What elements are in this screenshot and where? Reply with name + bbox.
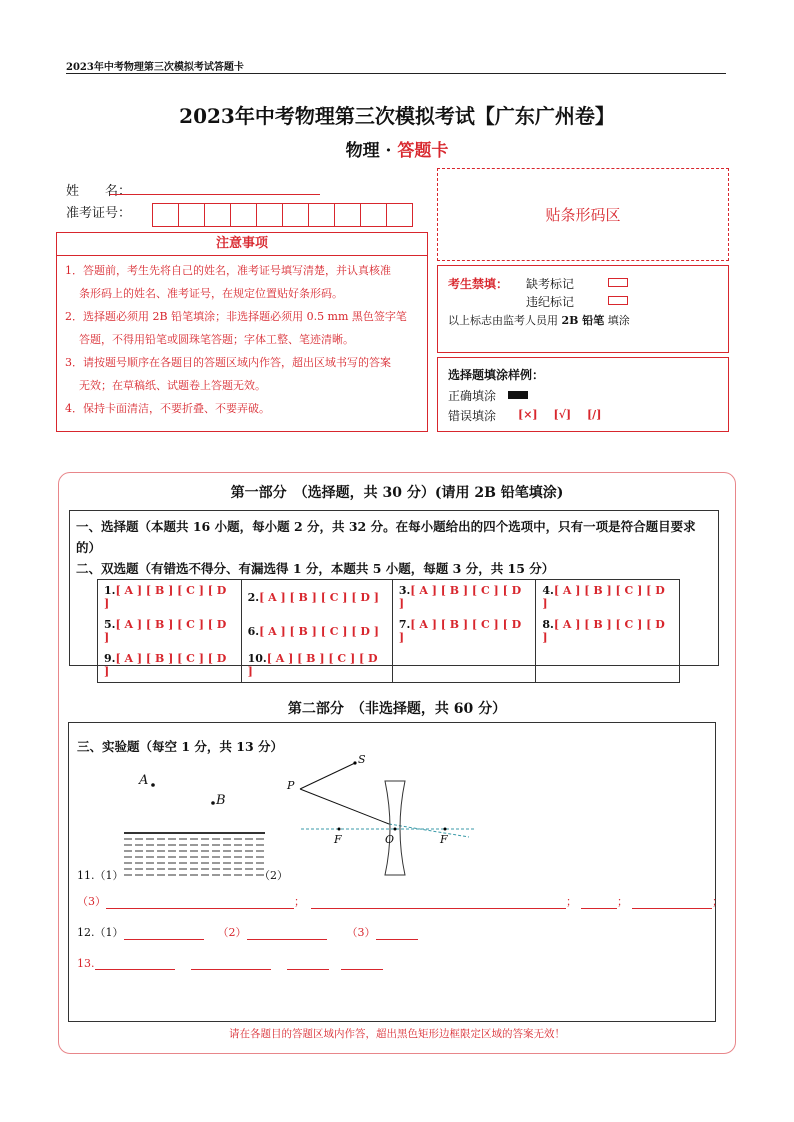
section2-instructions: 二、双选题（有错选不得分、有漏选得 1 分，本题共 5 小题，每题 3 分，共 15 分） bbox=[76, 561, 555, 576]
id-cells[interactable] bbox=[152, 203, 412, 227]
question-number: 9. bbox=[104, 652, 116, 665]
answer-options[interactable]: [ A ] [ B ] [ C ] [ D ] bbox=[542, 618, 665, 644]
choice-grid bbox=[97, 579, 680, 683]
id-label: 准考证号： bbox=[66, 206, 132, 221]
filled-mark-icon bbox=[508, 391, 528, 399]
part1-title: 第一部分 （选择题，共 30 分）(请用 2B 铅笔填涂) bbox=[230, 485, 564, 501]
choice-row bbox=[98, 580, 680, 615]
sample-title: 选择题填涂样例： bbox=[448, 368, 545, 382]
subject: 物理 bbox=[345, 141, 380, 161]
point-a-label: A bbox=[139, 773, 149, 788]
question-number: 5. bbox=[104, 618, 116, 631]
notice-item: 条形码上的姓名、准考证号，在规定位置贴好条形码。 bbox=[79, 287, 343, 300]
card-label: 答题卡 bbox=[397, 141, 449, 161]
focus-right-label: F bbox=[440, 833, 448, 846]
absent-label: 缺考标记 bbox=[526, 277, 575, 291]
question-number: 4. bbox=[542, 584, 554, 597]
choice-cell bbox=[98, 580, 242, 615]
part1-box bbox=[69, 510, 719, 678]
violation-mark[interactable] bbox=[608, 296, 628, 305]
question-number: 6. bbox=[247, 624, 260, 638]
footer-warning: 请在各题目的答题区域内作答，超出黑色矩形边框限定区域的答案无效！ bbox=[229, 1028, 565, 1040]
answer-blank[interactable] bbox=[287, 957, 329, 970]
sample-box bbox=[437, 357, 729, 432]
q11-label: 11.（1） bbox=[77, 869, 124, 882]
choice-cell bbox=[392, 614, 536, 648]
answer-blank[interactable] bbox=[632, 896, 712, 909]
barcode-label: 贴条形码区 bbox=[545, 206, 621, 224]
choice-cell bbox=[241, 648, 392, 683]
choice-cell bbox=[536, 614, 680, 648]
answer-blank[interactable] bbox=[581, 896, 617, 909]
part2-box bbox=[68, 722, 723, 1022]
lens-figure bbox=[300, 761, 474, 875]
notice-title: 注意事项 bbox=[57, 233, 427, 256]
choice-row bbox=[98, 648, 680, 683]
point-b-label: B bbox=[216, 793, 226, 808]
choice-cell bbox=[241, 580, 392, 615]
question-number: 7. bbox=[398, 618, 411, 631]
choice-cell bbox=[98, 614, 242, 648]
forbid-box bbox=[437, 265, 729, 353]
choice-cell bbox=[392, 580, 536, 615]
notice-item: 3．请按题号顺序在各题目的答题区域内作答，超出区域书写的答案 bbox=[65, 356, 391, 369]
answer-blank[interactable] bbox=[311, 896, 566, 909]
barcode-area bbox=[437, 168, 729, 261]
choice-cell bbox=[241, 614, 392, 648]
correct-label: 正确填涂 bbox=[448, 389, 497, 403]
separator: · bbox=[385, 141, 392, 161]
answer-options[interactable]: [ A ] [ B ] [ C ] [ D ] bbox=[259, 590, 379, 604]
forbid-label: 考生禁填： bbox=[448, 277, 509, 291]
answer-blank[interactable] bbox=[191, 957, 271, 970]
section1-instructions: 一、选择题（本题共 16 小题，每小题 2 分，共 32 分。在每小题给出的四个选项中，只有一项是符合题目要求的） bbox=[76, 519, 696, 555]
answer-options[interactable]: [ A ] [ B ] [ C ] [ D ] bbox=[247, 652, 378, 678]
question-number: 10. bbox=[247, 652, 267, 665]
part2-title: 第二部分 （非选择题，共 60 分） bbox=[287, 701, 507, 717]
absent-mark[interactable] bbox=[608, 278, 628, 287]
answer-blank[interactable] bbox=[341, 957, 383, 970]
point-p-label: P bbox=[287, 779, 295, 792]
focus-left-label: F bbox=[334, 833, 342, 846]
page-subtitle bbox=[0, 136, 794, 161]
answer-options[interactable]: [ A ] [ B ] [ C ] [ D ] bbox=[104, 584, 227, 610]
answer-options[interactable]: [ A ] [ B ] [ C ] [ D ] bbox=[259, 624, 379, 638]
answer-options[interactable]: [ A ] [ B ] [ C ] [ D ] bbox=[104, 652, 227, 678]
answer-blank[interactable] bbox=[247, 927, 327, 940]
notice-item: 2．选择题必须用 2B 铅笔填涂；非选择题必须用 0.5 mm 黑色签字笔 bbox=[65, 310, 407, 323]
q11-3-row: （3） ； ； ； ； bbox=[77, 895, 723, 908]
q11-2-label: （2） bbox=[259, 869, 288, 882]
notice-item: 无效；在草稿纸、试题卷上答题无效。 bbox=[79, 379, 266, 392]
choice-cell bbox=[536, 648, 680, 683]
notice-box bbox=[56, 232, 428, 432]
name-label: 姓 名： bbox=[66, 184, 132, 199]
question-number: 8. bbox=[542, 618, 554, 631]
answer-options[interactable]: [ A ] [ B ] [ C ] [ D ] bbox=[398, 618, 522, 644]
question-number: 1. bbox=[104, 584, 116, 597]
water-figure bbox=[124, 783, 265, 875]
question-number: 2. bbox=[247, 590, 260, 604]
question-number: 3. bbox=[398, 584, 411, 597]
center-label: O bbox=[385, 833, 395, 846]
section3-title: 三、实验题（每空 1 分，共 13 分） bbox=[77, 739, 284, 754]
answer-options[interactable]: [ A ] [ B ] [ C ] [ D ] bbox=[542, 584, 665, 610]
page-title: 2023年中考物理第三次模拟考试【广东广州卷】 bbox=[179, 104, 615, 128]
notice-item: 4．保持卡面清洁，不要折叠、不要弄破。 bbox=[65, 402, 270, 415]
q12-row: 12.（1） （2） （3） bbox=[77, 924, 418, 940]
q13-row: 13. bbox=[77, 957, 383, 970]
running-header: 2023年中考物理第三次模拟考试答题卡 bbox=[66, 62, 244, 73]
answer-options[interactable]: [ A ] [ B ] [ C ] [ D ] bbox=[104, 618, 227, 644]
experiment-figures bbox=[69, 723, 715, 1021]
choice-cell bbox=[536, 580, 680, 615]
notice-item: 答题，不得用铅笔或圆珠笔答题；字体工整、笔迹清晰。 bbox=[79, 333, 354, 346]
forbid-note: 以上标志由监考人员用 2B 铅笔 填涂 bbox=[448, 314, 630, 327]
choice-row bbox=[98, 614, 680, 648]
answer-blank[interactable] bbox=[376, 927, 418, 940]
violation-label: 违纪标记 bbox=[526, 295, 575, 309]
choice-cell bbox=[392, 648, 536, 683]
wrong-marks: [×] [√] [/] bbox=[518, 408, 602, 421]
wrong-label: 错误填涂 bbox=[448, 409, 497, 423]
answer-options[interactable]: [ A ] [ B ] [ C ] [ D ] bbox=[398, 584, 522, 610]
name-field[interactable] bbox=[110, 194, 320, 195]
answer-blank[interactable] bbox=[95, 957, 175, 970]
header-rule bbox=[66, 73, 726, 74]
point-s-label: S bbox=[358, 753, 366, 766]
answer-blank[interactable] bbox=[124, 927, 204, 940]
notice-item: 1．答题前，考生先将自己的姓名，准考证号填写清楚，并认真核准 bbox=[65, 264, 391, 277]
choice-cell bbox=[98, 648, 242, 683]
answer-blank[interactable] bbox=[106, 896, 294, 909]
